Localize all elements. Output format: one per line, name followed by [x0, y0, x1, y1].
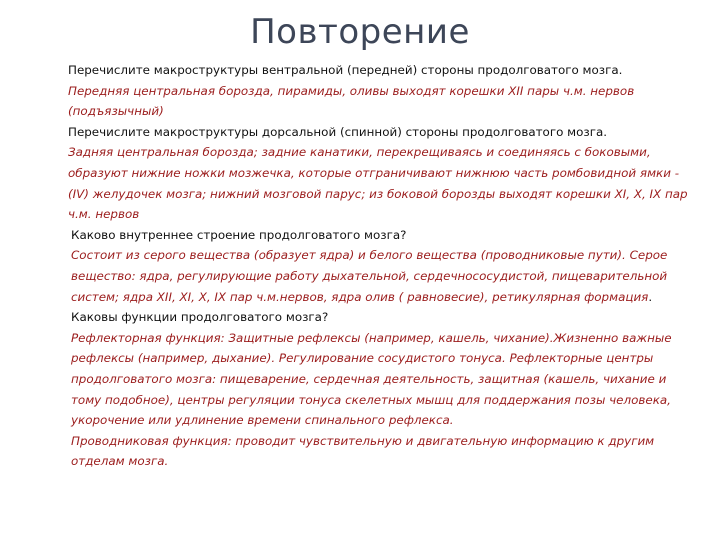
answer-structure-period: .	[648, 289, 653, 304]
question-ventral: Перечислите макроструктуры вентральной (передней) стороны продолговатого мозга.	[68, 63, 623, 77]
slide-title: Повторение	[250, 12, 470, 52]
answer-ventral: Передняя центральная борозда, пирамиды, оливы выходят корешки XII пары ч.м. нервов (подъязычный)	[68, 83, 635, 119]
answer-conduction-function: Проводниковая функция: проводит чувствительную и двигательную информацию к другим отделам мозга.	[71, 433, 655, 469]
answer-structure	[68, 245, 688, 307]
answer-dorsal: Задняя центральная борозда; задние канатики, перекрещиваясь и соединяясь с боковыми, образуют нижние ножки мозжечка, которые отграничивают нижнюю часть ромбовидной ямки - (IV) желудочек мозга; нижний мозговой парус; из боковой борозды выходят корешки XI, X, IX пар ч.м. нервов	[68, 145, 688, 222]
slide-content	[68, 60, 688, 472]
question-dorsal: Перечислите макроструктуры дорсальной (спинной) стороны продолговатого мозга.	[68, 124, 608, 139]
question-functions: Каковы функции продолговатого мозга?	[71, 310, 329, 325]
answer-reflex-function: Рефлекторная функция: Защитные рефлексы (например, кашель, чихание).Жизненно важные рефлексы (например, дыхание). Регулирование сосудистого тонуса. Рефлекторные центры продолговатого мозга: пищеварение, сердечная деятельность, защитная (кашель, чихание и тому подобное), центры регуляции тонуса скелетных мышц для поддержания позы человека, укорочение или удлинение времени спинального рефлекса.	[71, 330, 672, 428]
question-structure: Каково внутреннее строение продолговатого мозга?	[71, 227, 407, 242]
answer-structure-text: Состоит из серого вещества (образует ядра) и белого вещества (проводниковые пути). Серое вещество: ядра, регулирующие работу дыхательной, сердечнососудистой, пищеварительной систем; ядра XII, XI, X, IX пар ч.м.нервов, ядра олив ( равновесие), ретикулярная формация	[71, 248, 668, 304]
